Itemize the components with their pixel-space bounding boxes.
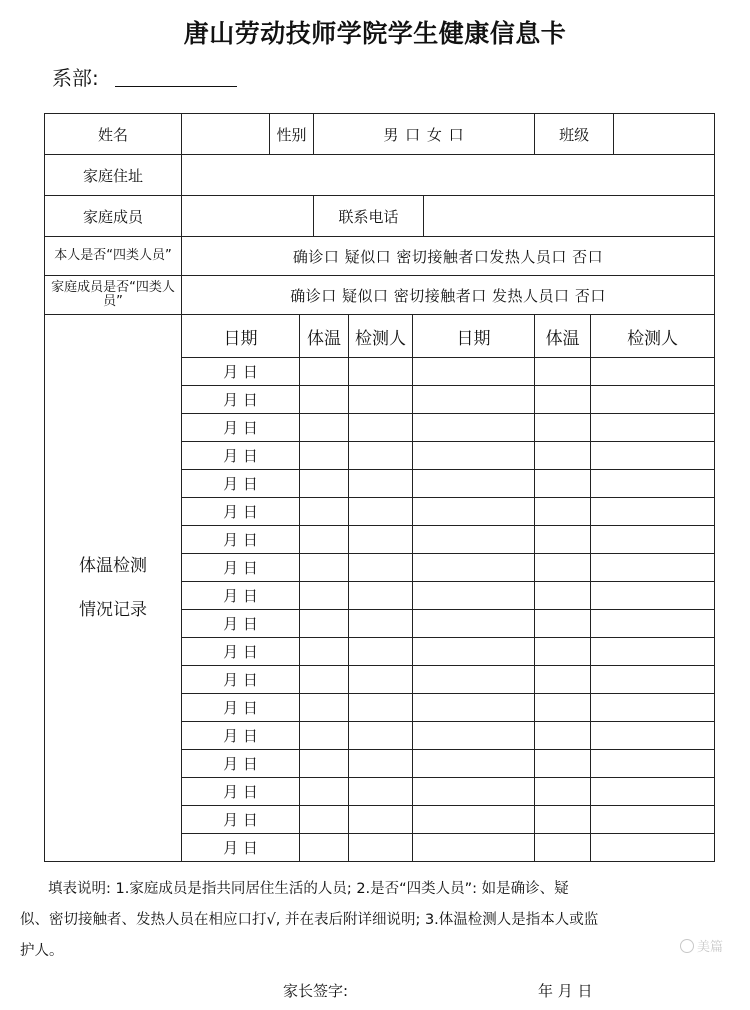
department-label: 系部:: [52, 66, 99, 90]
family-four-label: 家庭成员是否“四类人员”: [45, 276, 182, 315]
record-date-1[interactable]: 月 日: [182, 358, 300, 386]
instructions-line-3: 护人。: [20, 943, 64, 959]
header-temp-2: 体温: [535, 315, 591, 358]
record-date-2[interactable]: [413, 554, 535, 582]
watermark: [680, 936, 723, 955]
record-date-1[interactable]: 月 日: [182, 610, 300, 638]
record-date-1[interactable]: 月 日: [182, 442, 300, 470]
name-label: 姓名: [45, 114, 182, 155]
record-temp-1[interactable]: [300, 442, 349, 470]
record-date-1[interactable]: 月 日: [182, 722, 300, 750]
record-temp-2[interactable]: [535, 582, 591, 610]
record-date-1[interactable]: 月 日: [182, 666, 300, 694]
address-label: 家庭住址: [45, 155, 182, 196]
record-tester-1[interactable]: [349, 750, 413, 778]
form-title: 唐山劳动技师学院学生健康信息卡: [183, 19, 567, 48]
record-date-2[interactable]: [413, 638, 535, 666]
record-tester-2[interactable]: [591, 554, 715, 582]
record-temp-2[interactable]: [535, 386, 591, 414]
record-temp-1[interactable]: [300, 610, 349, 638]
department-input-line[interactable]: [115, 85, 237, 87]
fill-instructions: [20, 874, 725, 967]
record-temp-2[interactable]: [535, 526, 591, 554]
record-temp-1[interactable]: [300, 526, 349, 554]
record-tester-2[interactable]: [591, 750, 715, 778]
record-temp-2[interactable]: [535, 442, 591, 470]
record-tester-2[interactable]: [591, 610, 715, 638]
record-temp-2[interactable]: [535, 358, 591, 386]
record-date-1[interactable]: 月 日: [182, 806, 300, 834]
record-temp-1[interactable]: [300, 666, 349, 694]
record-tester-2[interactable]: [591, 806, 715, 834]
record-tester-1[interactable]: [349, 442, 413, 470]
class-label: 班级: [535, 114, 614, 155]
record-temp-2[interactable]: [535, 470, 591, 498]
header-tester-1: 检测人: [349, 315, 413, 358]
record-tester-2[interactable]: [591, 442, 715, 470]
record-tester-2[interactable]: [591, 358, 715, 386]
row-family-four-categories: [45, 276, 715, 315]
record-temp-2[interactable]: [535, 834, 591, 862]
record-tester-1[interactable]: [349, 806, 413, 834]
row-basic-info: [45, 114, 715, 155]
gender-label: 性别: [270, 114, 314, 155]
record-temp-2[interactable]: [535, 610, 591, 638]
record-tester-2[interactable]: [591, 386, 715, 414]
record-tester-2[interactable]: [591, 638, 715, 666]
record-date-2[interactable]: [413, 526, 535, 554]
record-tester-1[interactable]: [349, 694, 413, 722]
record-date-1[interactable]: 月 日: [182, 386, 300, 414]
record-date-1[interactable]: 月 日: [182, 554, 300, 582]
record-date-2[interactable]: [413, 582, 535, 610]
record-section-label-line1: 体温检测: [79, 556, 147, 576]
record-temp-1[interactable]: [300, 638, 349, 666]
record-tester-2[interactable]: [591, 414, 715, 442]
record-section-label-line2: 情况记录: [79, 600, 147, 620]
record-temp-2[interactable]: [535, 638, 591, 666]
record-date-1[interactable]: 月 日: [182, 470, 300, 498]
record-tester-1[interactable]: [349, 666, 413, 694]
record-tester-1[interactable]: [349, 414, 413, 442]
family-four-options[interactable]: 确诊口 疑似口 密切接触者口 发热人员口 否口: [182, 276, 715, 315]
record-temp-1[interactable]: [300, 554, 349, 582]
record-date-2[interactable]: [413, 442, 535, 470]
health-info-table: [44, 113, 715, 862]
record-temp-1[interactable]: [300, 358, 349, 386]
phone-field[interactable]: [424, 196, 715, 237]
parent-signature-label: 家长签字:: [283, 982, 349, 1000]
self-four-options[interactable]: 确诊口 疑似口 密切接触者口发热人员口 否口: [182, 237, 715, 276]
record-header-row: [45, 315, 715, 358]
record-temp-2[interactable]: [535, 414, 591, 442]
record-tester-1[interactable]: [349, 610, 413, 638]
record-date-1[interactable]: 月 日: [182, 750, 300, 778]
record-tester-1[interactable]: [349, 834, 413, 862]
record-date-1[interactable]: 月 日: [182, 834, 300, 862]
record-date-1[interactable]: 月 日: [182, 498, 300, 526]
record-date-2[interactable]: [413, 358, 535, 386]
self-four-label: 本人是否“四类人员”: [45, 237, 182, 276]
phone-label: 联系电话: [314, 196, 424, 237]
record-temp-2[interactable]: [535, 666, 591, 694]
header-temp-1: 体温: [300, 315, 349, 358]
instructions-line-1: 填表说明: 1.家庭成员是指共同居住生活的人员; 2.是否“四类人员”: 如是确诊、疑: [48, 881, 569, 897]
record-tester-2[interactable]: [591, 498, 715, 526]
record-temp-1[interactable]: [300, 834, 349, 862]
record-date-2[interactable]: [413, 778, 535, 806]
signature-date: 年 月 日: [538, 982, 593, 1000]
record-tester-1[interactable]: [349, 526, 413, 554]
record-tester-2[interactable]: [591, 834, 715, 862]
row-address: [45, 155, 715, 196]
family-label: 家庭成员: [45, 196, 182, 237]
record-tester-1[interactable]: [349, 498, 413, 526]
record-tester-1[interactable]: [349, 470, 413, 498]
record-temp-1[interactable]: [300, 750, 349, 778]
record-temp-1[interactable]: [300, 498, 349, 526]
record-temp-1[interactable]: [300, 806, 349, 834]
record-section-label: [45, 315, 182, 862]
record-date-2[interactable]: [413, 806, 535, 834]
record-temp-1[interactable]: [300, 778, 349, 806]
record-temp-2[interactable]: [535, 498, 591, 526]
header-date-2: 日期: [413, 315, 535, 358]
record-date-2[interactable]: [413, 834, 535, 862]
record-date-1[interactable]: 月 日: [182, 582, 300, 610]
record-temp-1[interactable]: [300, 694, 349, 722]
record-date-1[interactable]: 月 日: [182, 638, 300, 666]
record-date-1[interactable]: 月 日: [182, 414, 300, 442]
header-tester-2: 检测人: [591, 315, 715, 358]
record-temp-2[interactable]: [535, 778, 591, 806]
record-temp-1[interactable]: [300, 386, 349, 414]
record-date-1[interactable]: 月 日: [182, 694, 300, 722]
record-date-2[interactable]: [413, 694, 535, 722]
department-field: [52, 62, 237, 91]
record-date-2[interactable]: [413, 470, 535, 498]
name-field[interactable]: [182, 114, 270, 155]
record-date-2[interactable]: [413, 414, 535, 442]
record-date-2[interactable]: [413, 666, 535, 694]
row-self-four-categories: [45, 237, 715, 276]
record-date-1[interactable]: 月 日: [182, 778, 300, 806]
family-field[interactable]: [182, 196, 314, 237]
record-tester-2[interactable]: [591, 470, 715, 498]
address-field[interactable]: [182, 155, 715, 196]
record-tester-2[interactable]: [591, 694, 715, 722]
gender-options[interactable]: 男 口 女 口: [314, 114, 535, 155]
record-date-1[interactable]: 月 日: [182, 526, 300, 554]
record-date-2[interactable]: [413, 610, 535, 638]
record-temp-1[interactable]: [300, 414, 349, 442]
record-tester-2[interactable]: [591, 582, 715, 610]
header-date-1: 日期: [182, 315, 300, 358]
record-tester-2[interactable]: [591, 666, 715, 694]
watermark-logo-icon: [680, 939, 694, 953]
record-tester-1[interactable]: [349, 554, 413, 582]
row-family: [45, 196, 715, 237]
record-temp-2[interactable]: [535, 806, 591, 834]
record-tester-1[interactable]: [349, 582, 413, 610]
record-date-2[interactable]: [413, 722, 535, 750]
record-temp-1[interactable]: [300, 470, 349, 498]
instructions-line-2: 似、密切接触者、发热人员在相应口打√, 并在表后附详细说明; 3.体温检测人是指本人或监: [20, 912, 599, 928]
record-temp-2[interactable]: [535, 750, 591, 778]
record-tester-1[interactable]: [349, 778, 413, 806]
record-temp-2[interactable]: [535, 694, 591, 722]
record-tester-2[interactable]: [591, 722, 715, 750]
record-temp-2[interactable]: [535, 554, 591, 582]
record-tester-1[interactable]: [349, 722, 413, 750]
record-date-2[interactable]: [413, 386, 535, 414]
record-temp-1[interactable]: [300, 722, 349, 750]
record-date-2[interactable]: [413, 750, 535, 778]
record-tester-1[interactable]: [349, 638, 413, 666]
record-temp-1[interactable]: [300, 582, 349, 610]
class-field[interactable]: [614, 114, 715, 155]
record-temp-2[interactable]: [535, 722, 591, 750]
watermark-text: 美篇: [697, 940, 724, 955]
record-tester-1[interactable]: [349, 386, 413, 414]
record-tester-2[interactable]: [591, 526, 715, 554]
record-tester-2[interactable]: [591, 778, 715, 806]
record-date-2[interactable]: [413, 498, 535, 526]
record-tester-1[interactable]: [349, 358, 413, 386]
